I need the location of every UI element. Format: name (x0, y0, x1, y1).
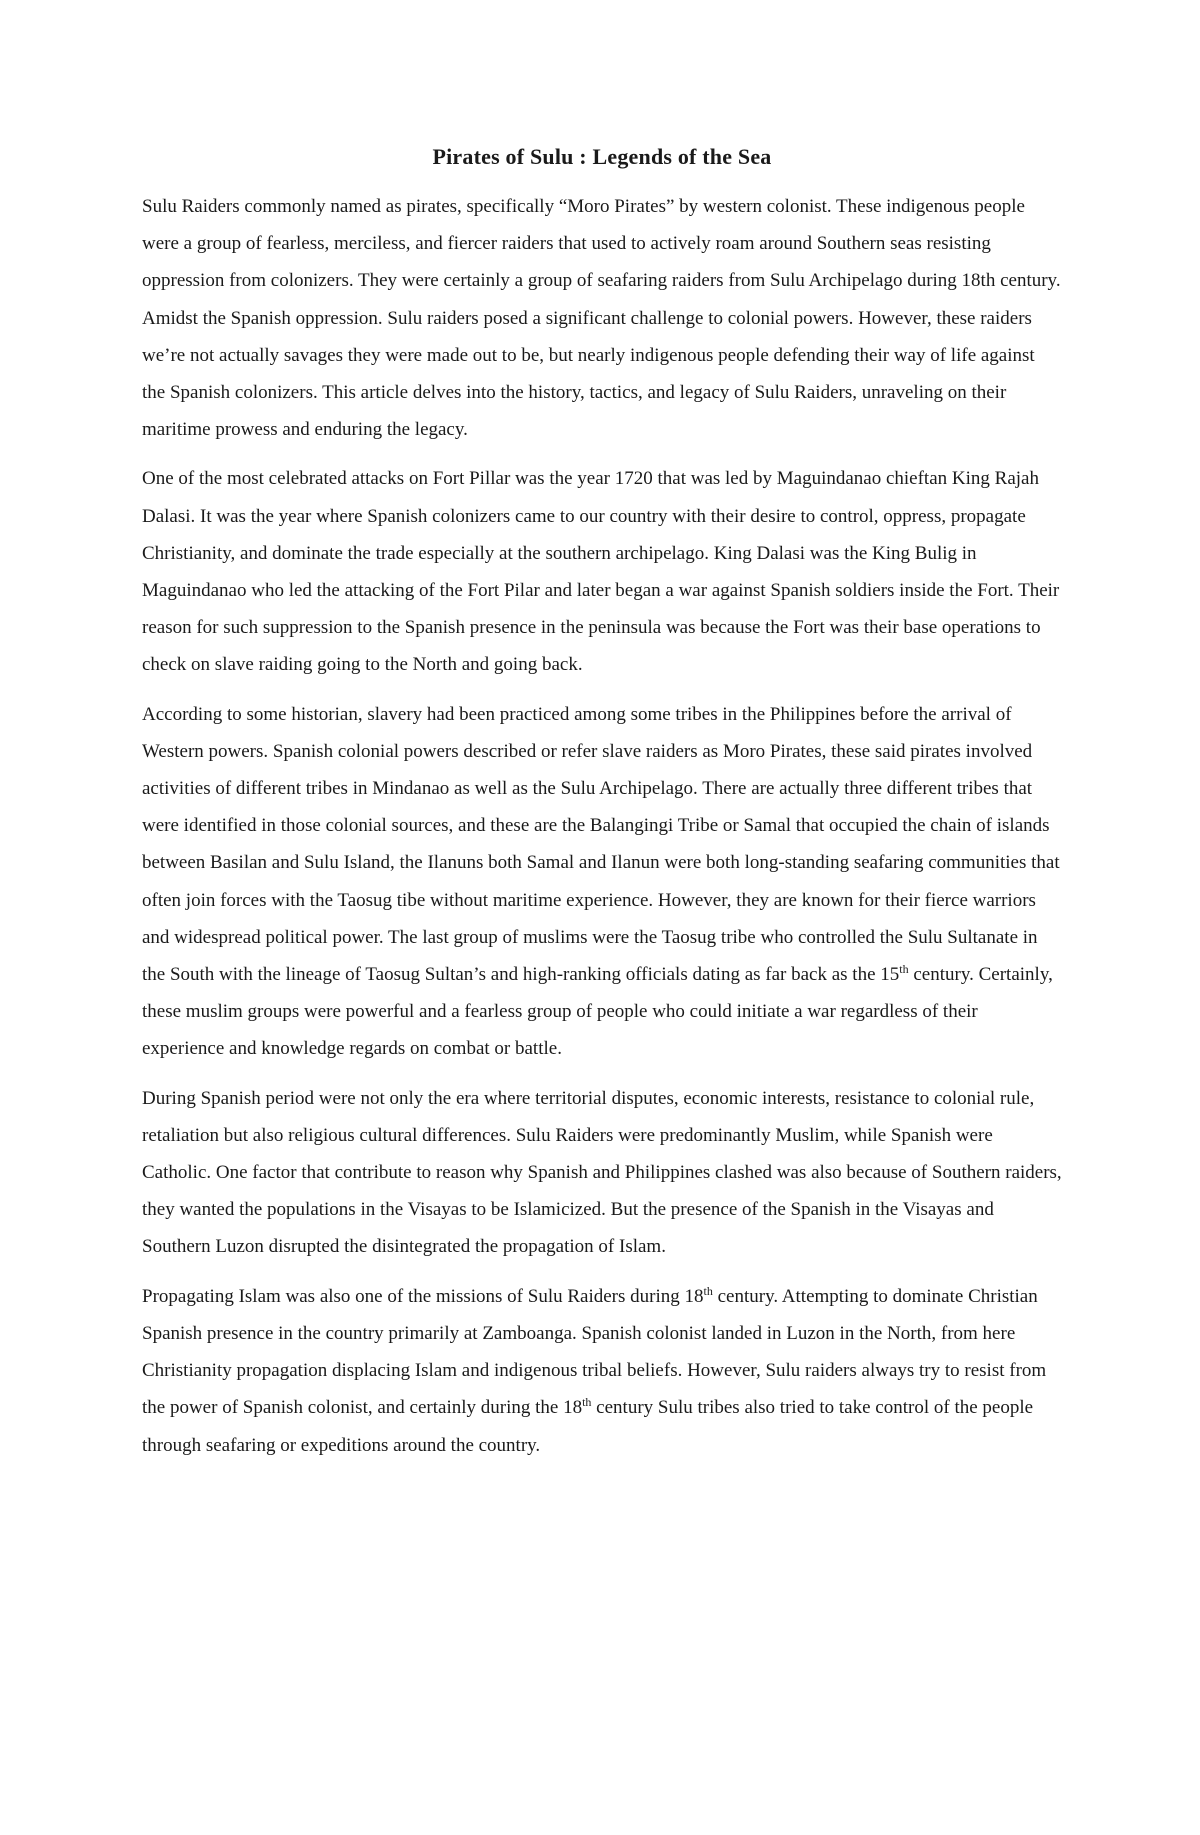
ordinal-superscript: th (582, 1395, 592, 1410)
paragraph-fort-pilar-attack: One of the most celebrated attacks on Fort Pillar was the year 1720 that was led by Maguindanao chieftan King Rajah Dalasi. It was the year where Spanish colonizers came to our country with their desire to control, oppress, propagate Christianity, and dominate the trade especially at the southern archipelago. King Dalasi was the King Bulig in Maguindanao who led the attacking of the Fort Pilar and later began a war against Spanish soldiers inside the Fort. Their reason for such suppression to the Spanish presence in the peninsula was because the Fort was their base operations to check on slave raiding going to the North and going back. (142, 468, 1060, 676)
paragraph-propagating-islam (142, 1278, 1062, 1464)
paragraph-introduction: Sulu Raiders commonly named as pirates, specifically “Moro Pirates” by western colonist. These indigenous people were a group of fearless, merciless, and fiercer raiders that used to actively roam around Southern seas resisting oppression from colonizers. They were certainly a group of seafaring raiders from Sulu Archipelago during 18th century. Amidst the Spanish oppression. Sulu raiders posed a significant challenge to colonial powers. However, these raiders we’re not actually savages they were made out to be, but nearly indigenous people defending their way of life against the Spanish colonizers. This article delves into the history, tactics, and legacy of Sulu Raiders, unraveling on their maritime prowess and enduring the legacy. (142, 196, 1061, 441)
paragraph-tribes (142, 696, 1062, 1068)
paragraph-text: century Sulu tribes also tried to take control of the people through seafaring or expeditions around the country. (142, 1397, 1034, 1456)
paragraph-text: According to some historian, slavery had been practiced among some tribes in the Philippines before the arrival of Western powers. Spanish colonial powers described or refer slave raiders as Moro Pirates, these said pirates involved activities of different tribes in Mindanao as well as the Sulu Archipelago. There are actually three different tribes that were identified in those colonial sources, and these are the Balangingi Tribe or Samal that occupied the chain of islands between Basilan and Sulu Island, the Ilanuns both Samal and Ilanun were both long-standing seafaring communities that often join forces with the Taosug tibe without maritime experience. However, they are known for their fierce warriors and widespread political power. The last group of muslims were the Taosug tribe who controlled the Sulu Sultanate in the South with the lineage of Taosug Sultan’s and high-ranking officials dating as far back as the 15 (142, 703, 1060, 986)
document-page (142, 0, 1062, 1464)
document-title: Pirates of Sulu : Legends of the Sea (432, 144, 772, 169)
paragraph-text: Propagating Islam was also one of the missions of Sulu Raiders during 18 (142, 1285, 704, 1307)
paragraph-religious-differences: During Spanish period were not only the era where territorial disputes, economic interests, resistance to colonial rule, retaliation but also religious cultural differences. Sulu Raiders were predominantly Muslim, while Spanish were Catholic. One factor that contribute to reason why Spanish and Philippines clashed was also because of Southern raiders, they wanted the populations in the Visayas to be Islamicized. But the presence of the Spanish in the Visayas and Southern Luzon disrupted the disintegrated the propagation of Islam. (142, 1087, 1062, 1258)
ordinal-superscript: th (899, 962, 909, 977)
paragraph-text: century. Attempting to dominate Christian Spanish presence in the country primarily at Zamboanga. Spanish colonist landed in Luzon in the North, from here Christianity propagation displacing Islam and indigenous tribal beliefs. However, Sulu raiders always try to resist from the power of Spanish colonist, and certainly during the 18 (142, 1285, 1047, 1419)
ordinal-superscript: th (703, 1283, 713, 1298)
paragraph-text: century. Certainly, these muslim groups were powerful and a fearless group of people who could initiate a war regardless of their experience and knowledge regards on combat or battle. (142, 964, 1053, 1060)
